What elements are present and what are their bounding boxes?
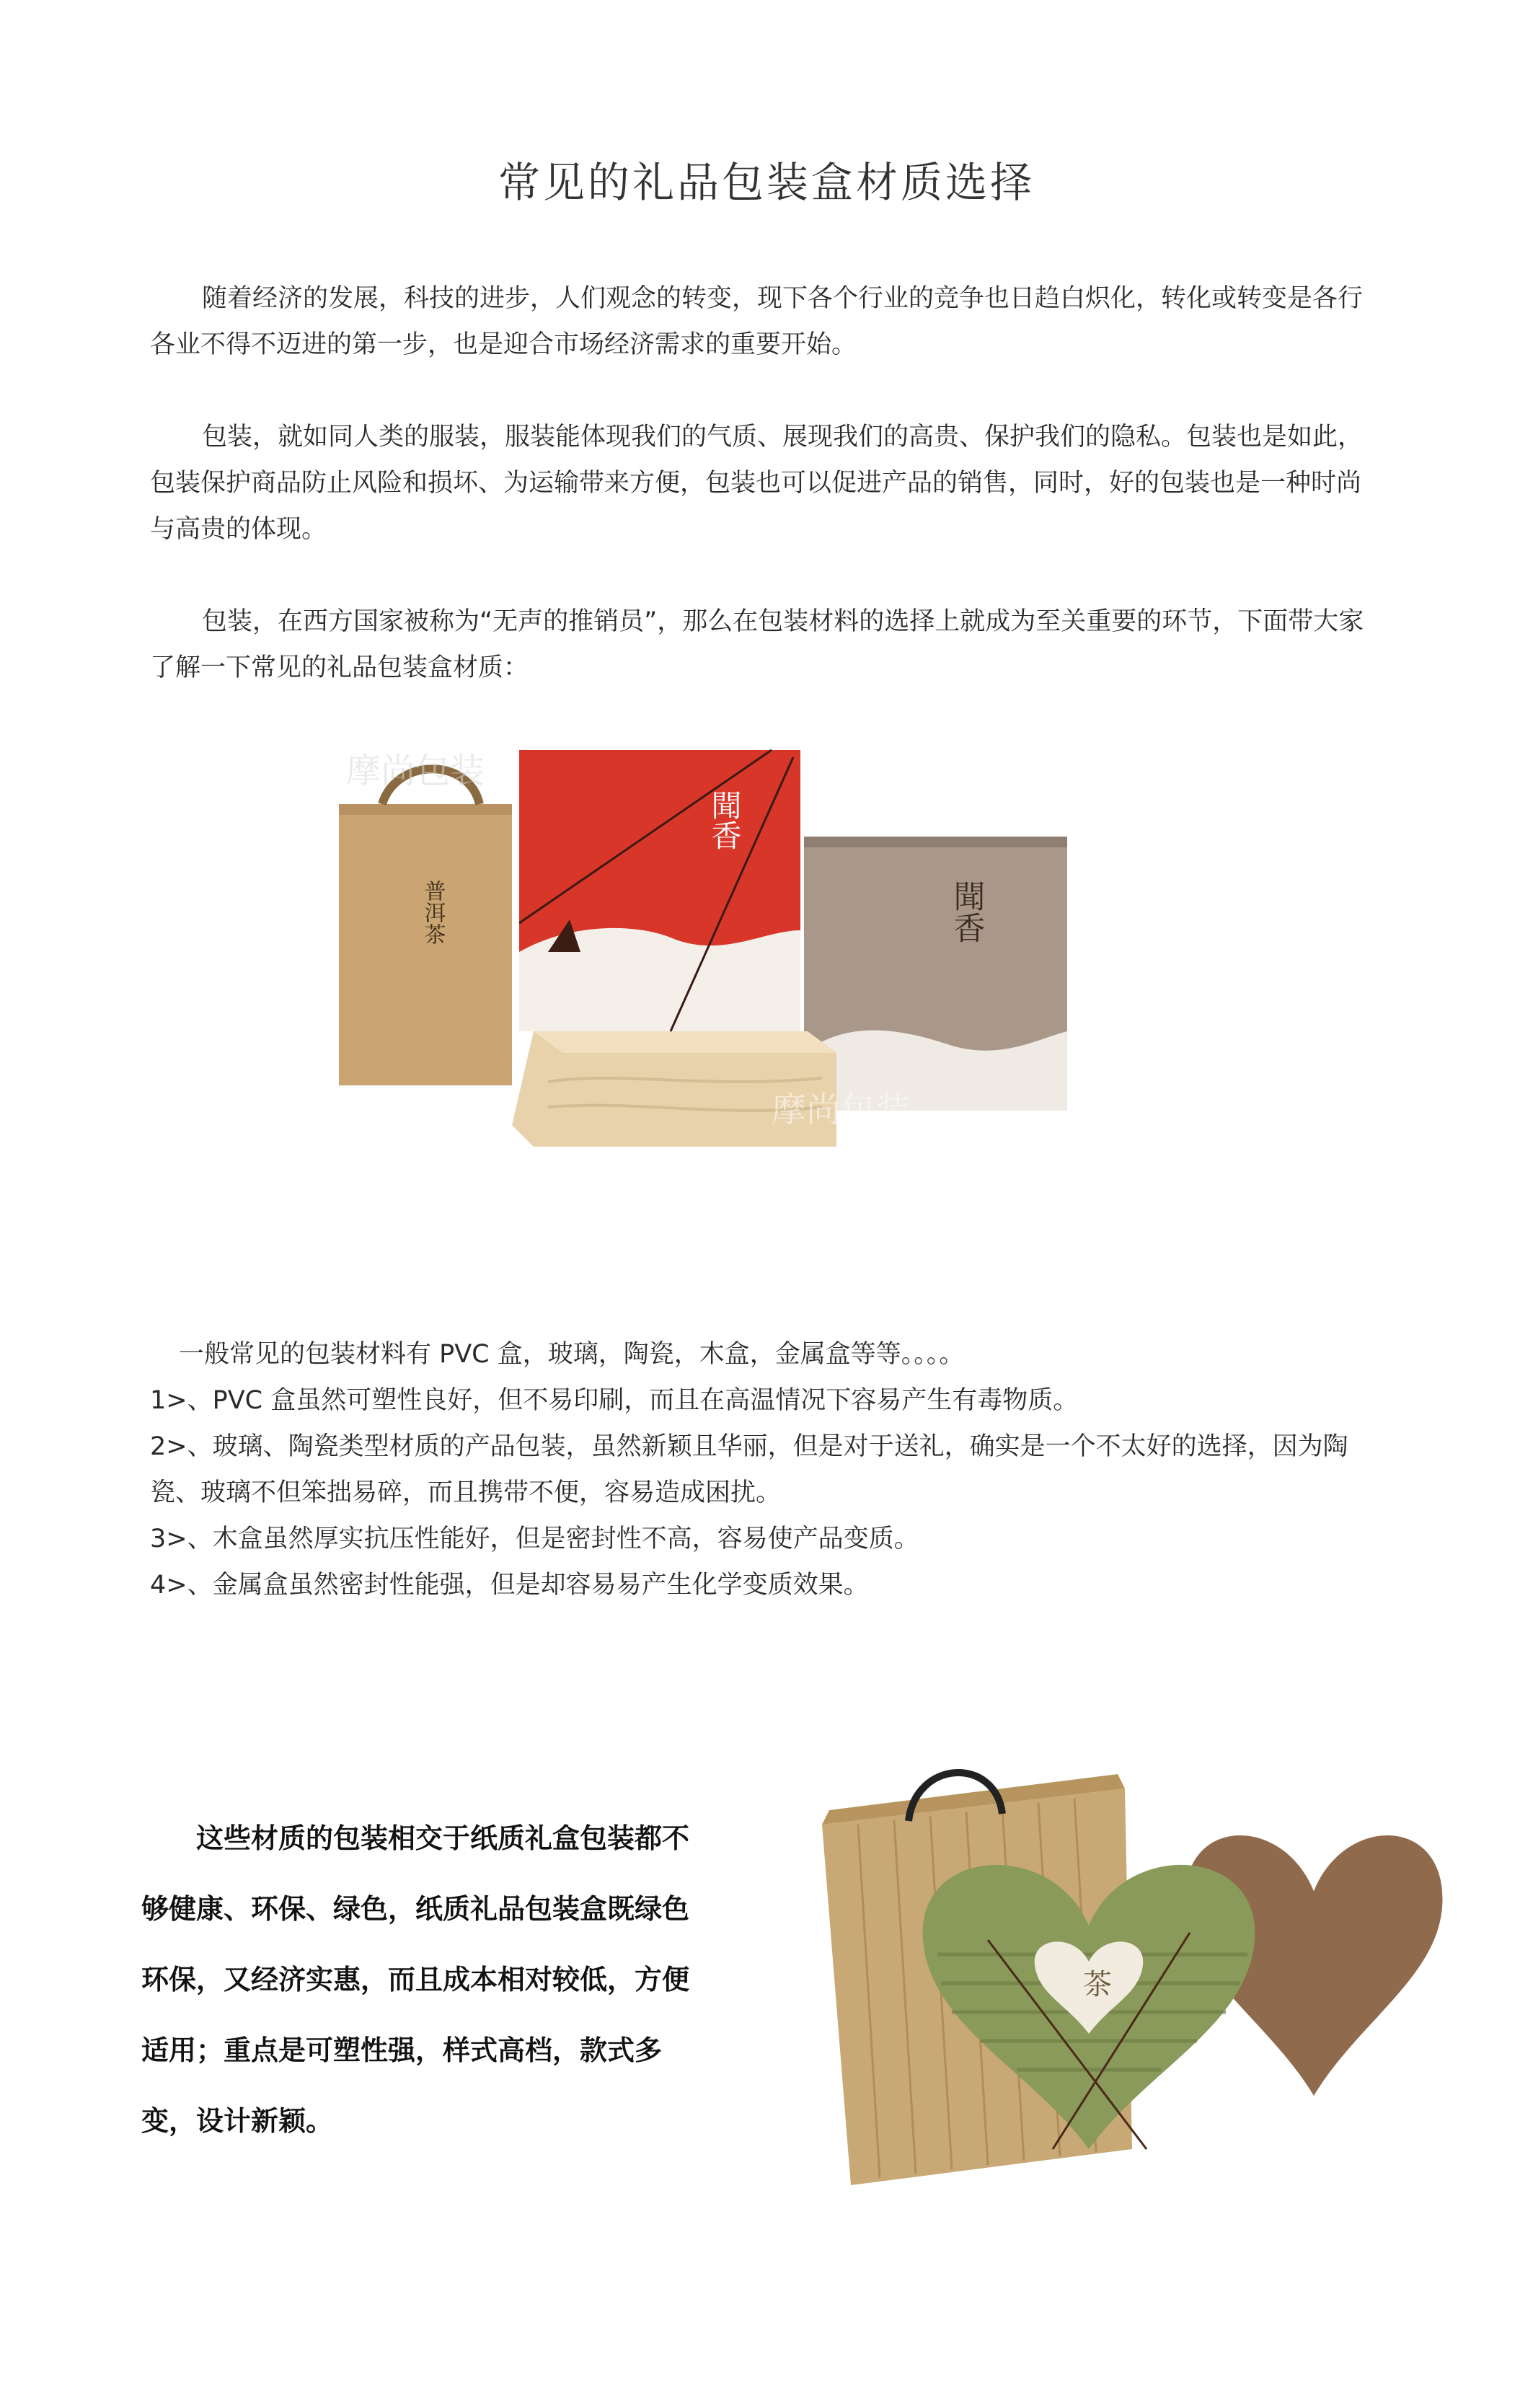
list-item: 3>、木盒虽然厚实抗压性能好，但是密封性不高，容易使产品变质。 bbox=[150, 1525, 919, 1553]
closing-paragraph: 这些材质的包装相交于纸质礼盒包装都不够健康、环保、绿色，纸质礼品包装盒既绿色环保，又经济实惠，而且成本相对较低，方便适用；重点是可塑性强，样式高档，款式多变，设计新颖。 bbox=[141, 1822, 690, 2137]
paragraph-1: 随着经济的发展，科技的进步，人们观念的转变，现下各个行业的竞争也日趋白炽化，转化或转变是各行各业不得不迈进的第一步，也是迎合市场经济需求的重要开始。 bbox=[150, 284, 1364, 359]
red-box-label: 聞香 bbox=[707, 790, 743, 850]
watermark-bottom: 摩尚包装 bbox=[772, 1090, 911, 1130]
list-item: 1>、PVC 盒虽然可塑性良好，但不易印刷，而且在高温情况下容易产生有毒物质。 bbox=[150, 1386, 1079, 1415]
linen-box-label: 聞香 bbox=[947, 880, 985, 943]
heart-label-text: 茶 bbox=[1083, 1968, 1112, 2001]
paragraph-2: 包装，就如同人类的服装，服装能体现我们的气质、展现我们的高贵、保护我们的隐私。包装也是如此，包装保护商品防止风险和损坏、为运输带来方便，包装也可以促进产品的销售，同时，好的包装也是一种时尚与高贵的体现。 bbox=[150, 423, 1364, 544]
bag-label: 普洱茶 bbox=[420, 880, 446, 945]
list-item: 2>、玻璃、陶瓷类型材质的产品包装，虽然新颖且华丽，但是对于送礼，确实是一个不太好的选择，因为陶瓷、玻璃不但笨拙易碎，而且携带不便，容易造成困扰。 bbox=[150, 1432, 1348, 1507]
materials-list bbox=[150, 1331, 1376, 1608]
list-intro: 一般常见的包装材料有 PVC 盒，玻璃，陶瓷，木盒，金属盒等等。。。。 bbox=[179, 1340, 965, 1369]
kraft-bag bbox=[339, 804, 512, 1085]
gift-boxes-image bbox=[332, 743, 1096, 1154]
list-item: 4>、金属盒虽然密封性能强，但是却容易易产生化学变质效果。 bbox=[150, 1571, 869, 1600]
heart-box-image bbox=[815, 1745, 1464, 2207]
watermark-top: 摩尚包装 bbox=[346, 751, 485, 791]
page-title: 常见的礼品包装盒材质选择 bbox=[498, 158, 1035, 207]
paragraph-3: 包装，在西方国家被称为“无声的推销员”，那么在包装材料的选择上就成为至关重要的环节，下面带大家了解一下常见的礼品包装盒材质： bbox=[150, 607, 1364, 682]
